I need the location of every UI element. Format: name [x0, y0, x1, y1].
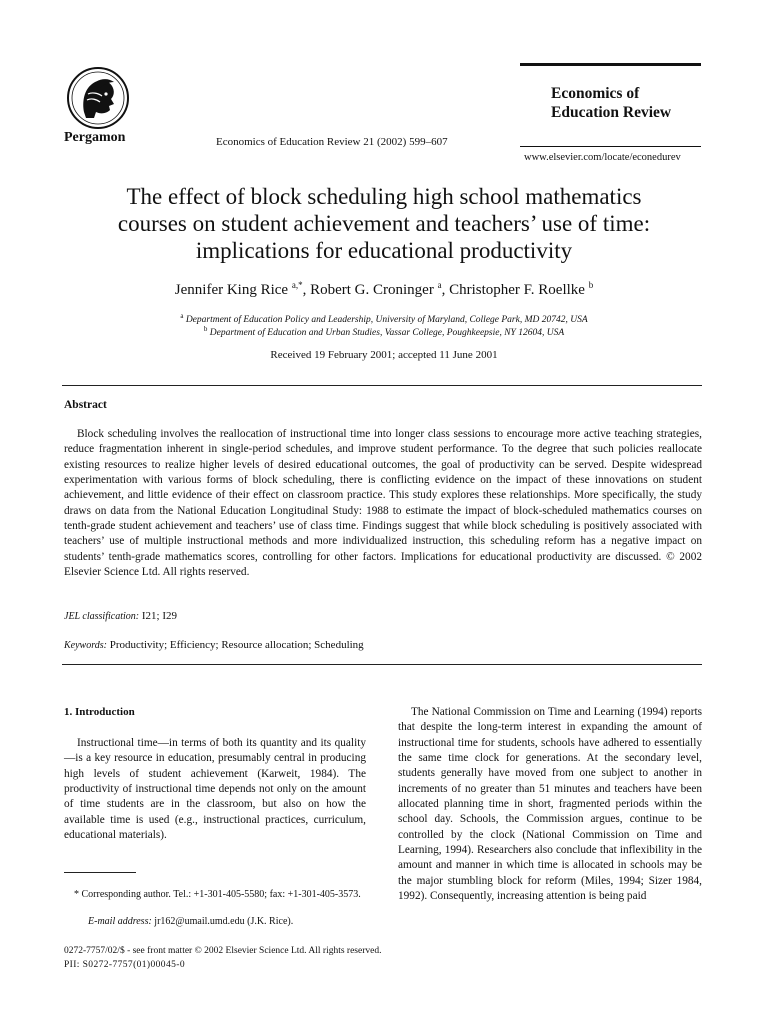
- affiliation-marker: b: [203, 325, 208, 333]
- abstract-heading: Abstract: [64, 399, 107, 411]
- author-list: Jennifer King Rice $^{a,*}$, Robert G. Croninger $^a$, Christopher F. Roellke $^b$: [174, 280, 594, 298]
- jel-value: I21; I29: [141, 610, 177, 622]
- article-title: [40, 183, 728, 264]
- author-name: Christopher F. Roellke: [449, 282, 585, 298]
- copyright-line: 0272-7757/02/$ - see front matter © 2002 Elsevier Science Ltd. All rights reserved.: [64, 946, 382, 956]
- abstract-text: Block scheduling involves the reallocation of instructional time into longer class sessions to encourage more active teaching strategies, reduce fragmentation inherent in single-period schedules, and improve student performance. To the degree that such policies reallocate existing resources to realize higher levels of desired educational outcomes, the goal of productivity can be served. Despite widespread experimentation with various forms of block scheduling, there is conflicting evidence on the impact of these innovations on student achievement, and little evidence of their effect on classroom practice. This study explores these relationships. More specifically, the study draws on data from the National Education Longitudinal Study: 1988 to estimate the impact of block-scheduled mathematics courses on tenth-grade student achievement and teachers’ use of class time. Findings suggest that while block scheduling is positively associated with teachers’ use of multiple instructional methods and more individualized instruction, this scheduling reform has a negative impact on students’ tenth-grade mathematics scores, controlling for other factors. Implications for educational productivity are discussed. © 2002 Elsevier Science Ltd. All rights reserved.: [64, 428, 702, 579]
- publisher-name: Pergamon: [64, 130, 126, 145]
- email-address-link[interactable]: jr162@umail.umd.edu: [154, 916, 245, 927]
- author-affiliation-marker: a: [437, 280, 442, 290]
- pergamon-logo-icon: [62, 66, 134, 130]
- footnote-rule: [64, 872, 136, 873]
- author-name: Jennifer King Rice: [174, 282, 289, 298]
- title-line-1: The effect of block scheduling high school mathematics: [126, 184, 642, 209]
- keywords-value: Productivity; Efficiency; Resource allocation; Scheduling: [109, 639, 364, 651]
- abstract-top-rule: [62, 385, 702, 386]
- title-line-2: courses on student achievement and teachers’ use of time:: [117, 211, 651, 236]
- email-owner: (J.K. Rice).: [247, 916, 294, 927]
- affiliation-b: [40, 325, 728, 338]
- title-line-3: implications for educational productivity: [195, 238, 573, 263]
- author-affiliation-marker: a,*: [291, 280, 303, 290]
- received-dates: Received 19 February 2001; accepted 11 June 2001: [270, 349, 498, 361]
- journal-title: [551, 84, 711, 122]
- affiliation-text: Department of Education Policy and Leadership, University of Maryland, College Park, MD 20742, USA: [185, 315, 588, 325]
- affiliation-a: [40, 312, 728, 325]
- affiliation-marker: a: [180, 312, 184, 320]
- author-affiliation-marker: b: [588, 280, 594, 290]
- email-footnote: [88, 915, 366, 929]
- journal-rule-bottom: [520, 146, 701, 147]
- keywords-label: Keywords:: [64, 640, 107, 651]
- email-label: E-mail address:: [88, 916, 152, 927]
- keywords: [64, 639, 364, 651]
- journal-citation: Economics of Education Review 21 (2002) 599–607: [216, 136, 448, 148]
- journal-url-link[interactable]: www.elsevier.com/locate/econedurev: [524, 152, 681, 163]
- author-name: Robert G. Croninger: [310, 282, 434, 298]
- abstract-bottom-rule: [62, 664, 702, 665]
- journal-title-line-2: Education Review: [551, 104, 672, 121]
- journal-rule-top: [520, 63, 701, 66]
- journal-title-line-1: Economics of: [551, 85, 640, 102]
- corresponding-author-footnote: * Corresponding author. Tel.: +1-301-405-5580; fax: +1-301-405-3573.: [74, 889, 361, 900]
- section-heading-introduction: 1. Introduction: [64, 706, 135, 718]
- pii-identifier: PII: S0272-7757(01)00045-0: [64, 960, 185, 970]
- body-paragraph-left: Instructional time—in terms of both its quantity and its quality—is a key resource in education, presumably central in producing high levels of student achievement (Karweit, 1984). The productivity of instructional time depends not only on the amount of time students are in the classroom, but also on how the available time is used (e.g., instructional practices, curriculum, educational materials).: [64, 737, 366, 842]
- jel-label: JEL classification:: [64, 611, 140, 622]
- body-paragraph-right: The National Commission on Time and Learning (1994) reports that despite the long-term interest in expanding the amount of instructional time for students, schools have adhered to essentially the same time clock for generations. At the secondary level, students generally have moved from one subject to another in increments of no greater than 51 minutes and teachers have been allocated planning time in short, fragmented periods within the school day. Schools, the Commission argues, continue to be controlled by the clock (National Commission on Time and Learning, 1994). Researchers also conclude that inflexibility in the amount and manner in which time is allocated in schools may be the major stumbling block for reform (Miles, 1994; Sizer 1984, 1992). Consequently, increasing attention is being paid: [398, 706, 702, 903]
- jel-classification: [64, 610, 177, 622]
- affiliation-text: Department of Education and Urban Studies, Vassar College, Poughkeepsie, NY 12604, USA: [209, 328, 565, 338]
